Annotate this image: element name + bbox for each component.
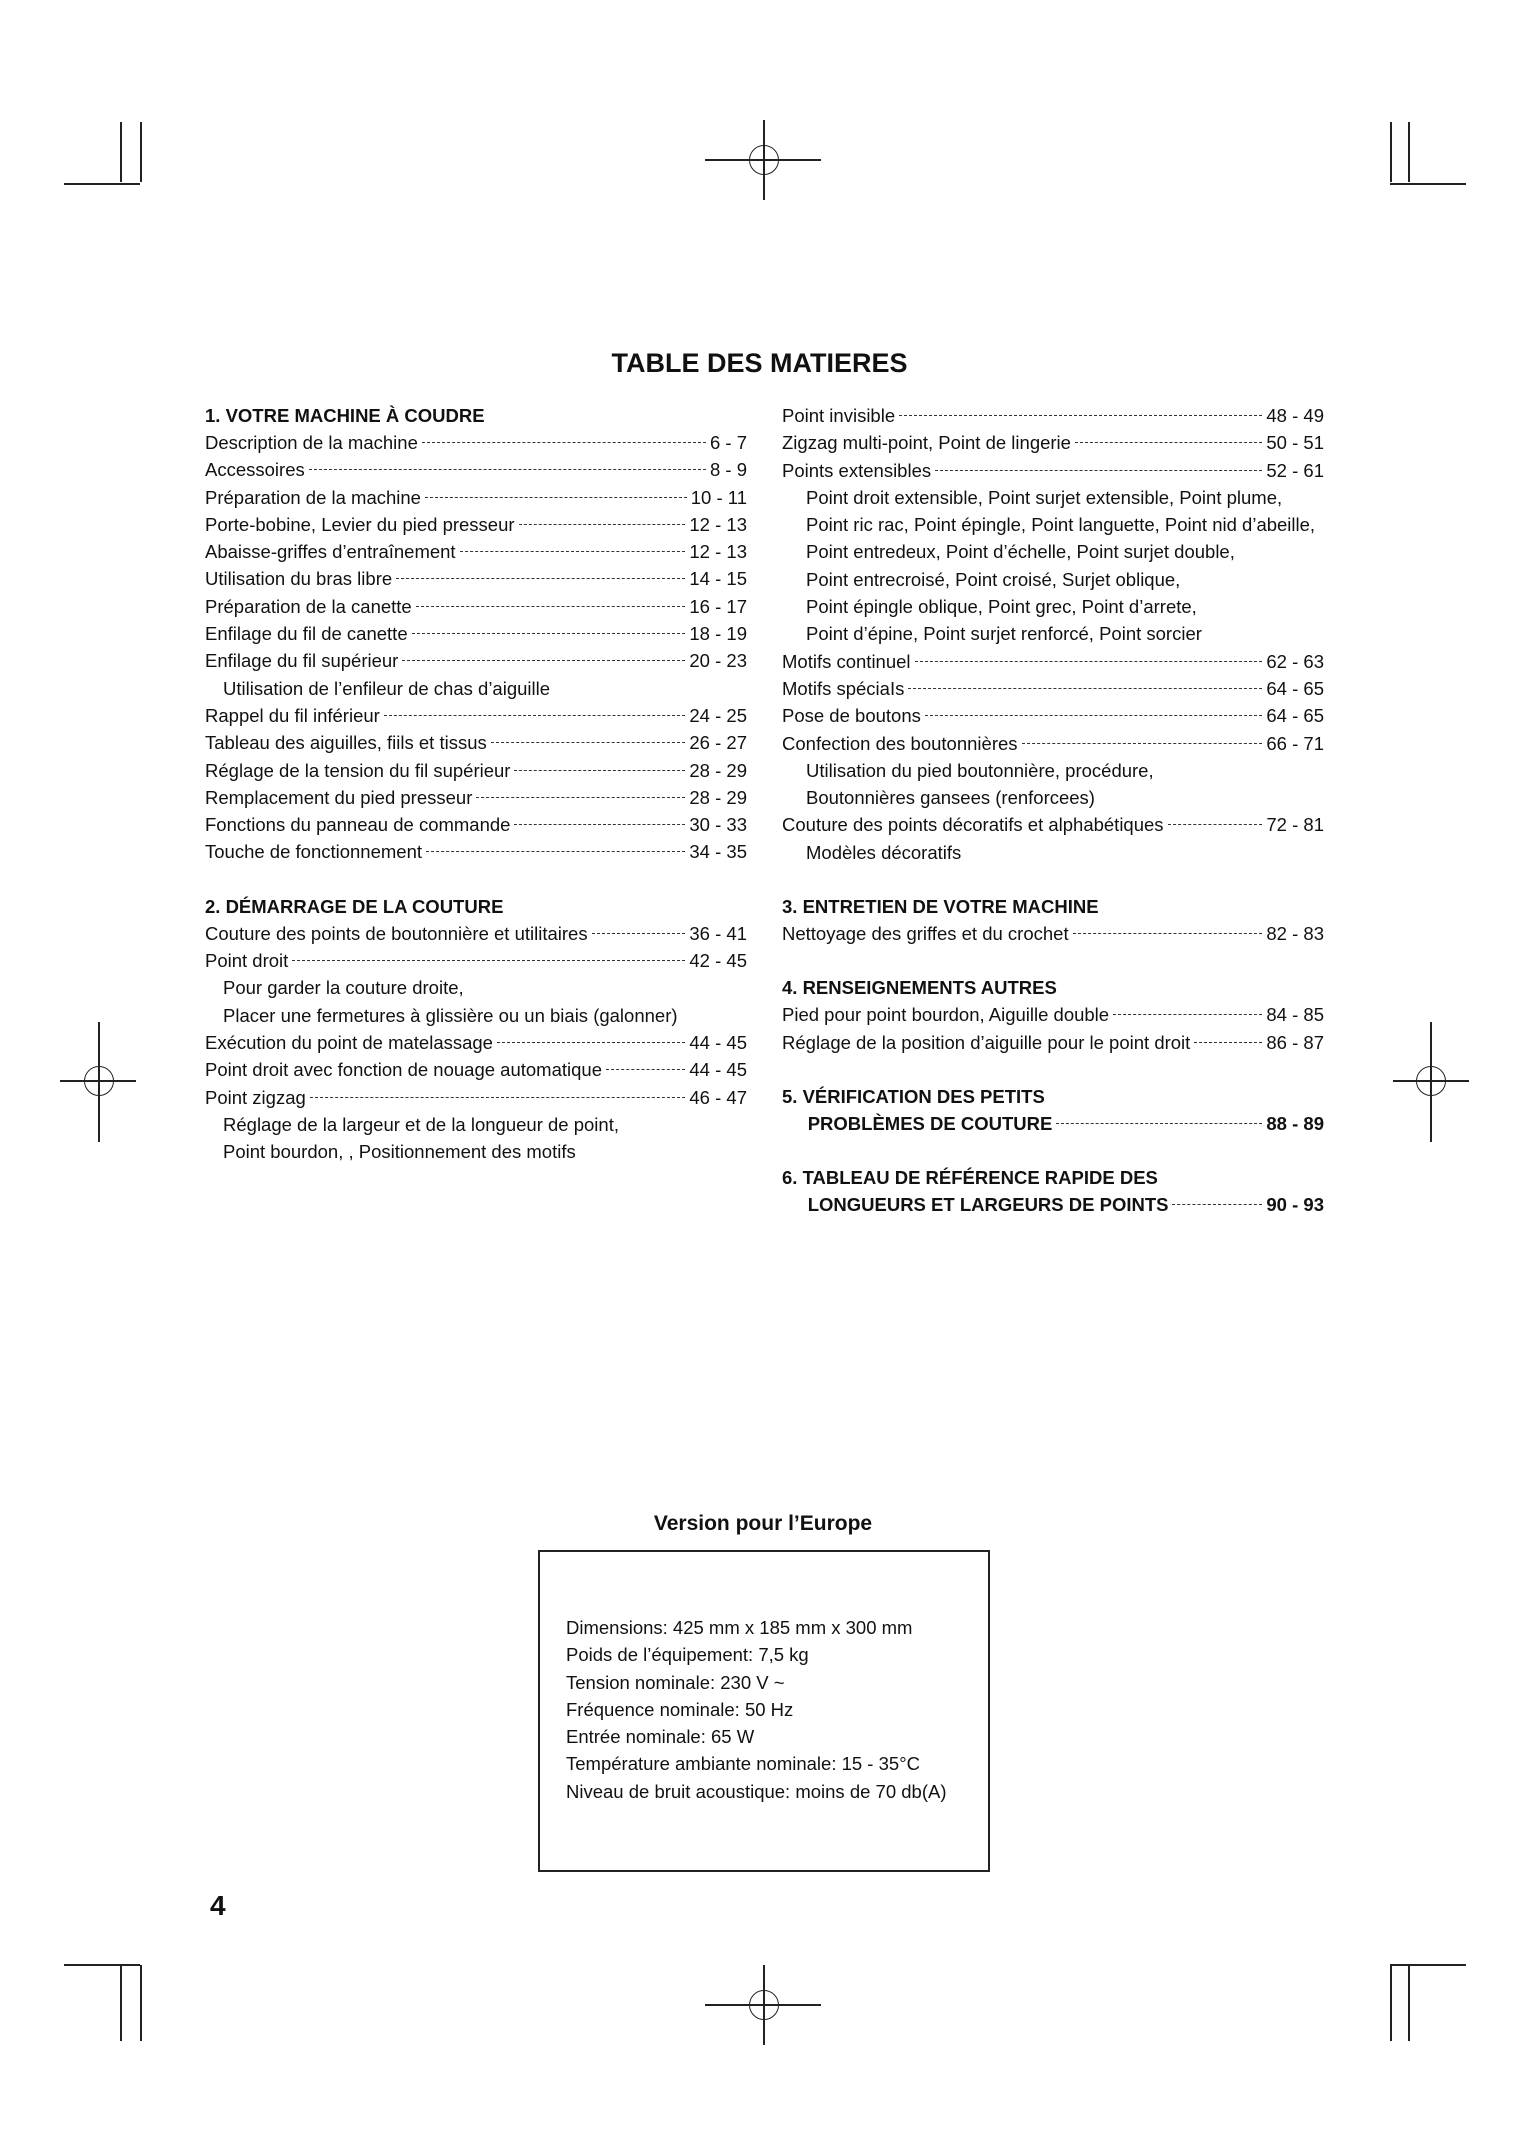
toc-entry-label: Préparation de la machine — [205, 486, 421, 508]
toc-entry-pages: 52 - 61 — [1266, 459, 1324, 481]
dash-leader — [1073, 933, 1263, 934]
toc-entry-pages: 64 - 65 — [1266, 677, 1324, 699]
spec-line: Température ambiante nominale: 15 - 35°C — [566, 1753, 920, 1775]
toc-entry-label: Point zigzag — [205, 1086, 306, 1108]
dash-leader — [1113, 1014, 1262, 1015]
section-heading: 6. TABLEAU DE RÉFÉRENCE RAPIDE DES — [782, 1167, 1158, 1189]
toc-subentry: Point ric rac, Point épingle, Point languette, Point nid d’abeille, — [806, 514, 1316, 536]
toc-entry-pages: 66 - 71 — [1266, 732, 1324, 754]
toc-subentry: Utilisation du pied boutonnière, procédure, — [806, 759, 1154, 781]
toc-entry — [205, 702, 747, 729]
toc-entry — [782, 457, 1324, 484]
dash-leader — [422, 442, 706, 443]
dash-leader — [396, 578, 685, 579]
toc-entry-pages: 34 - 35 — [689, 841, 747, 863]
toc-entry-label: Réglage de la position d’aiguille pour le point droit — [782, 1031, 1191, 1053]
dash-leader — [606, 1069, 685, 1070]
toc-entry — [205, 784, 747, 811]
dash-leader — [460, 551, 686, 552]
section-heading: 3. ENTRETIEN DE VOTRE MACHINE — [782, 896, 1099, 918]
dash-leader — [1172, 1204, 1262, 1205]
spec-line: Poids de l’équipement: 7,5 kg — [566, 1644, 809, 1666]
toc-entry-label: Point droit — [205, 950, 289, 972]
dash-leader — [309, 469, 706, 470]
dash-leader — [416, 606, 686, 607]
toc-entry-label: Point droit avec fonction de nouage automatique — [205, 1059, 603, 1081]
toc-entry-pages: 36 - 41 — [689, 922, 747, 944]
toc-entry-pages: 44 - 45 — [689, 1031, 747, 1053]
dash-leader — [592, 933, 686, 934]
dash-leader — [1168, 824, 1263, 825]
toc-entry-pages: 12 - 13 — [689, 513, 747, 535]
toc-entry-label: Enfilage du fil supérieur — [205, 650, 399, 672]
toc-entry-pages: 82 - 83 — [1266, 923, 1324, 945]
toc-entry-pages: 18 - 19 — [689, 623, 747, 645]
toc-entry-label: Confection des boutonnières — [782, 732, 1018, 754]
toc-entry — [782, 1029, 1324, 1056]
toc-subentry: Utilisation de l’enfileur de chas d’aiguille — [223, 677, 551, 699]
toc-entry-label: Motifs spéciaIs — [782, 677, 905, 699]
toc-entry-pages: 28 - 29 — [689, 759, 747, 781]
toc-entry-label: Exécution du point de matelassage — [205, 1031, 493, 1053]
dash-leader — [519, 524, 686, 525]
toc-entry — [205, 1029, 747, 1056]
toc-entry-pages: 50 - 51 — [1266, 432, 1324, 454]
toc-left-column — [205, 402, 747, 1165]
toc-entry-label: LONGUEURS ET LARGEURS DE POINTS — [782, 1194, 1169, 1216]
toc-entry — [205, 1056, 747, 1083]
toc-entry-label: Pose de boutons — [782, 705, 921, 727]
page-number: 4 — [210, 1890, 226, 1921]
toc-entry-label: Zigzag multi-point, Point de lingerie — [782, 432, 1071, 454]
toc-entry-pages: 20 - 23 — [689, 650, 747, 672]
toc-subentry: Point bourdon, , Positionnement des motifs — [223, 1141, 576, 1163]
dash-leader — [1022, 743, 1263, 744]
section-heading: 5. VÉRIFICATION DES PETITS — [782, 1085, 1045, 1107]
toc-entry-pages: 16 - 17 — [689, 595, 747, 617]
dash-leader — [310, 1097, 686, 1098]
toc-entry — [205, 729, 747, 756]
dash-leader — [426, 851, 685, 852]
dash-leader — [935, 470, 1262, 471]
toc-subentry: Point entrecroisé, Point croisé, Surjet oblique, — [806, 568, 1181, 590]
toc-entry-label: PROBLÈMES DE COUTURE — [782, 1112, 1053, 1134]
toc-entry-label: Utilisation du bras libre — [205, 568, 393, 590]
toc-entry — [782, 702, 1324, 729]
toc-entry-label: Préparation de la canette — [205, 595, 412, 617]
toc-entry — [782, 675, 1324, 702]
spec-line: Entrée nominale: 65 W — [566, 1726, 755, 1748]
toc-entry — [782, 730, 1324, 757]
dash-leader — [384, 715, 686, 716]
toc-entry-label: Porte-bobine, Levier du pied presseur — [205, 513, 515, 535]
toc-entry — [782, 811, 1324, 838]
dash-leader — [908, 688, 1262, 689]
dash-leader — [491, 742, 686, 743]
toc-entry — [205, 511, 747, 538]
toc-entry-pages: 24 - 25 — [689, 704, 747, 726]
toc-right-column — [782, 402, 1324, 1219]
toc-entry-pages: 62 - 63 — [1266, 650, 1324, 672]
toc-subentry: Point épingle oblique, Point grec, Point d’arrete, — [806, 596, 1197, 618]
dash-leader — [292, 960, 685, 961]
toc-entry-label: Description de la machine — [205, 432, 418, 453]
toc-entry-label: Réglage de la tension du fil supérieur — [205, 759, 511, 781]
toc-entry — [782, 1110, 1324, 1137]
toc-entry-pages: 86 - 87 — [1266, 1031, 1324, 1053]
toc-subentry: Placer une fermetures à glissière ou un biais (galonner) — [223, 1004, 678, 1026]
toc-entry-label: Couture des points de boutonnière et utilitaires — [205, 922, 588, 944]
toc-entry-label: Motifs continuel — [782, 650, 911, 672]
toc-entry — [205, 593, 747, 620]
toc-subentry: Point entredeux, Point d’échelle, Point surjet double, — [806, 541, 1235, 563]
toc-entry-pages: 14 - 15 — [689, 568, 747, 590]
toc-entry-label: Points extensibles — [782, 459, 932, 481]
toc-entry — [205, 565, 747, 592]
toc-entry-pages: 88 - 89 — [1266, 1112, 1324, 1134]
toc-entry-label: Fonctions du panneau de commande — [205, 814, 511, 836]
toc-entry-label: Point invisible — [782, 405, 896, 426]
dash-leader — [425, 497, 687, 498]
toc-entry-label: Couture des points décoratifs et alphabétiques — [782, 814, 1164, 836]
dash-leader — [402, 660, 685, 661]
spec-line: Niveau de bruit acoustique: moins de 70 db(A) — [566, 1780, 947, 1802]
dash-leader — [925, 715, 1263, 716]
toc-subentry: Modèles décoratifs — [806, 841, 962, 863]
toc-entry — [205, 620, 747, 647]
toc-entry-label: Nettoyage des griffes et du crochet — [782, 923, 1069, 945]
toc-entry — [782, 1001, 1324, 1028]
toc-entry — [205, 1084, 747, 1111]
toc-entry-label: Rappel du fil inférieur — [205, 704, 380, 726]
toc-entry-label: Tableau des aiguilles, fiils et tissus — [205, 732, 487, 754]
toc-entry-pages: 28 - 29 — [689, 786, 747, 808]
toc-entry — [782, 920, 1324, 947]
toc-entry-label: Pied pour point bourdon, Aiguille double — [782, 1004, 1110, 1026]
toc-entry-label: Abaisse-griffes d’entraînement — [205, 541, 456, 563]
toc-entry-pages: 12 - 13 — [689, 541, 747, 563]
spec-line: Tension nominale: 230 V ~ — [566, 1671, 785, 1693]
spec-line: Dimensions: 425 mm x 185 mm x 300 mm — [566, 1617, 913, 1638]
toc-entry-label: Remplacement du pied presseur — [205, 786, 473, 808]
toc-subentry: Point droit extensible, Point surjet extensible, Point plume, — [806, 486, 1283, 508]
dash-leader — [514, 770, 685, 771]
dash-leader — [915, 661, 1263, 662]
dash-leader — [1056, 1123, 1262, 1124]
dash-leader — [899, 415, 1262, 416]
dash-leader — [514, 824, 685, 825]
toc-entry-pages: 42 - 45 — [689, 950, 747, 972]
toc-entry-pages: 26 - 27 — [689, 732, 747, 754]
specifications-box — [538, 1550, 990, 1872]
toc-entry-pages: 46 - 47 — [689, 1086, 747, 1108]
toc-subentry: Point d’épine, Point surjet renforcé, Point sorcier — [806, 623, 1202, 645]
toc-entry-pages: 6 - 7 — [709, 432, 747, 453]
toc-entry — [205, 920, 747, 947]
toc-entry — [205, 429, 747, 456]
page-title: TABLE DES MATIERES — [611, 348, 908, 379]
toc-entry — [205, 484, 747, 511]
toc-entry-pages: 48 - 49 — [1266, 405, 1324, 426]
spec-line: Fréquence nominale: 50 Hz — [566, 1698, 794, 1720]
toc-entry-pages: 84 - 85 — [1266, 1004, 1324, 1026]
toc-entry-pages: 64 - 65 — [1266, 705, 1324, 727]
toc-entry-pages: 30 - 33 — [689, 814, 747, 836]
section-heading: 4. RENSEIGNEMENTS AUTRES — [782, 977, 1057, 999]
toc-subentry: Réglage de la largeur et de la longueur de point, — [223, 1113, 619, 1135]
dash-leader — [497, 1042, 685, 1043]
toc-entry-label: Accessoires — [205, 459, 305, 481]
toc-entry — [782, 429, 1324, 456]
toc-entry-pages: 90 - 93 — [1266, 1194, 1324, 1216]
toc-entry — [205, 647, 747, 674]
toc-subentry: Pour garder la couture droite, — [223, 977, 464, 999]
dash-leader — [1194, 1042, 1262, 1043]
section-heading: 2. DÉMARRAGE DE LA COUTURE — [205, 895, 504, 917]
section-heading: 1. VOTRE MACHINE À COUDRE — [205, 405, 485, 426]
toc-subentry: Boutonnières gansees (renforcees) — [806, 787, 1095, 809]
toc-entry-pages: 10 - 11 — [690, 486, 747, 508]
toc-entry-label: Touche de fonctionnement — [205, 841, 423, 863]
toc-entry-pages: 72 - 81 — [1266, 814, 1324, 836]
dash-leader — [412, 633, 686, 634]
toc-entry-pages: 44 - 45 — [689, 1059, 747, 1081]
dash-leader — [476, 797, 685, 798]
toc-entry-pages: 8 - 9 — [709, 459, 747, 481]
toc-entry-label: Enfilage du fil de canette — [205, 623, 408, 645]
dash-leader — [1075, 442, 1262, 443]
toc-entry — [205, 757, 747, 784]
toc-entry — [782, 402, 1324, 429]
toc-entry — [205, 456, 747, 483]
toc-entry — [205, 811, 747, 838]
toc-entry — [205, 838, 747, 865]
version-title: Version pour l’Europe — [653, 1512, 873, 1535]
toc-entry — [782, 1191, 1324, 1218]
toc-entry — [205, 947, 747, 974]
toc-entry — [205, 538, 747, 565]
toc-entry — [782, 648, 1324, 675]
